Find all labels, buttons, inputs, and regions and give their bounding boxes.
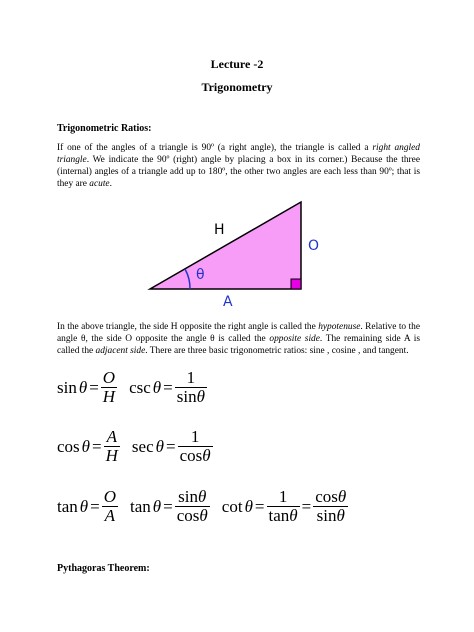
- fraction-numerator: [313, 488, 348, 507]
- csc-function: csc: [129, 377, 151, 397]
- term-opposite-side: opposite side: [269, 334, 320, 344]
- cos-function: cos: [315, 487, 338, 506]
- theta-symbol: θ: [78, 377, 88, 397]
- equals-sign: =: [165, 436, 176, 456]
- formula-row-tan: [57, 488, 350, 525]
- right-triangle-diagram: [140, 196, 340, 311]
- triangle-shape: [150, 202, 301, 289]
- fraction-sin-over-cos: [175, 488, 210, 525]
- sin-function: sin: [316, 506, 337, 525]
- equals-sign: =: [163, 377, 173, 397]
- intro-term-right-angled: right angled triangle: [57, 143, 420, 165]
- theta-symbol: θ: [202, 446, 211, 465]
- fraction-one-over-sin: [175, 369, 207, 406]
- topic-title: Trigonometry: [201, 80, 273, 94]
- fraction-denominator: H: [105, 446, 118, 465]
- fraction-numerator: 1: [175, 369, 207, 388]
- term-adjacent-side: adjacent side: [95, 346, 146, 356]
- fraction-denominator: [175, 388, 207, 406]
- section-heading-pythagoras: Pythagoras Theorem:: [57, 563, 150, 574]
- fraction-numerator: 1: [178, 428, 213, 447]
- sides-paragraph: [57, 321, 420, 357]
- theta-symbol: θ: [152, 496, 162, 516]
- fraction-denominator: [175, 507, 210, 525]
- theta-label: θ: [196, 267, 205, 283]
- theta-symbol: θ: [79, 496, 89, 516]
- fraction-numerator: O: [103, 487, 117, 506]
- fraction-one-over-cos: [178, 428, 213, 465]
- tan-function: tan: [57, 496, 78, 516]
- fraction-numerator: O: [102, 368, 116, 387]
- fraction-denominator: [178, 447, 213, 465]
- equals-sign: =: [90, 496, 100, 516]
- sides-text-1: In the above triangle, the side H opposite the right angle is called the: [57, 322, 319, 332]
- adjacent-label: A: [223, 294, 233, 310]
- formula-row-cos: [57, 428, 215, 465]
- intro-text-1: If one of the angles of a triangle is 90º (a right angle), the triangle is called a: [57, 143, 373, 153]
- fraction-denominator: A: [104, 506, 116, 525]
- cos-function: cos: [57, 436, 80, 456]
- fraction-numerator: A: [104, 428, 120, 447]
- theta-symbol: θ: [155, 436, 164, 456]
- fraction-o-over-h: [101, 369, 117, 406]
- section-heading-ratios: Trigonometric Ratios:: [57, 123, 152, 134]
- fraction-numerator: 1: [267, 488, 300, 507]
- sides-text-2: . Relative to the angle θ, the side O opposite the angle θ is called the: [57, 322, 420, 344]
- intro-term-acute: acute: [89, 179, 110, 189]
- sin-function: sin: [176, 387, 197, 406]
- theta-symbol: θ: [196, 387, 205, 406]
- theta-symbol: θ: [198, 487, 207, 506]
- hypotenuse-label: H: [214, 222, 225, 238]
- equals-sign: =: [89, 377, 99, 397]
- equals-sign: =: [163, 496, 173, 516]
- sec-function: sec: [131, 436, 154, 456]
- fraction-numerator: [175, 488, 210, 507]
- theta-symbol: θ: [199, 506, 208, 525]
- fraction-cos-over-sin: [313, 488, 348, 525]
- fraction-a-over-h: [104, 428, 120, 465]
- intro-text-3: .: [109, 179, 112, 189]
- sin-function: sin: [57, 377, 77, 397]
- theta-symbol: θ: [152, 377, 162, 397]
- theta-symbol: θ: [289, 506, 298, 525]
- right-angle-box: [291, 279, 301, 289]
- theta-symbol: θ: [337, 487, 347, 506]
- sides-text-3: . The remaining side A is called the: [57, 334, 421, 356]
- theta-symbol: θ: [81, 436, 91, 456]
- equals-sign: =: [301, 496, 312, 516]
- intro-text-2: . We indicate the 90º (right) angle by placing a box in its corner.) Because the three (internal) angles of a triangle add up to 180º, the other two angles are each less than 90º; that is they are: [57, 155, 420, 189]
- fraction-one-over-tan: [267, 488, 300, 525]
- sides-text-4: . There are three basic trigonometric ratios: sine , cosine , and tangent.: [145, 346, 409, 356]
- equals-sign: =: [254, 496, 265, 516]
- fraction-denominator: [313, 507, 348, 525]
- fraction-o-over-a: [102, 488, 118, 525]
- cos-function: cos: [176, 506, 200, 525]
- theta-symbol: θ: [336, 506, 345, 525]
- lecture-title: Lecture -2: [210, 57, 264, 71]
- intro-paragraph: [57, 142, 420, 190]
- cos-function: cos: [179, 446, 203, 465]
- fraction-denominator: [267, 507, 300, 525]
- opposite-label: O: [308, 238, 320, 254]
- fraction-denominator: H: [102, 387, 116, 406]
- theta-symbol: θ: [244, 496, 253, 516]
- sin-function: sin: [178, 487, 198, 506]
- cot-function: cot: [221, 496, 243, 516]
- term-hypotenuse: hypotenuse: [318, 322, 361, 332]
- tan-function: tan: [268, 506, 290, 525]
- tan-function: tan: [130, 496, 151, 516]
- formula-row-sin: [57, 369, 209, 406]
- equals-sign: =: [92, 436, 102, 456]
